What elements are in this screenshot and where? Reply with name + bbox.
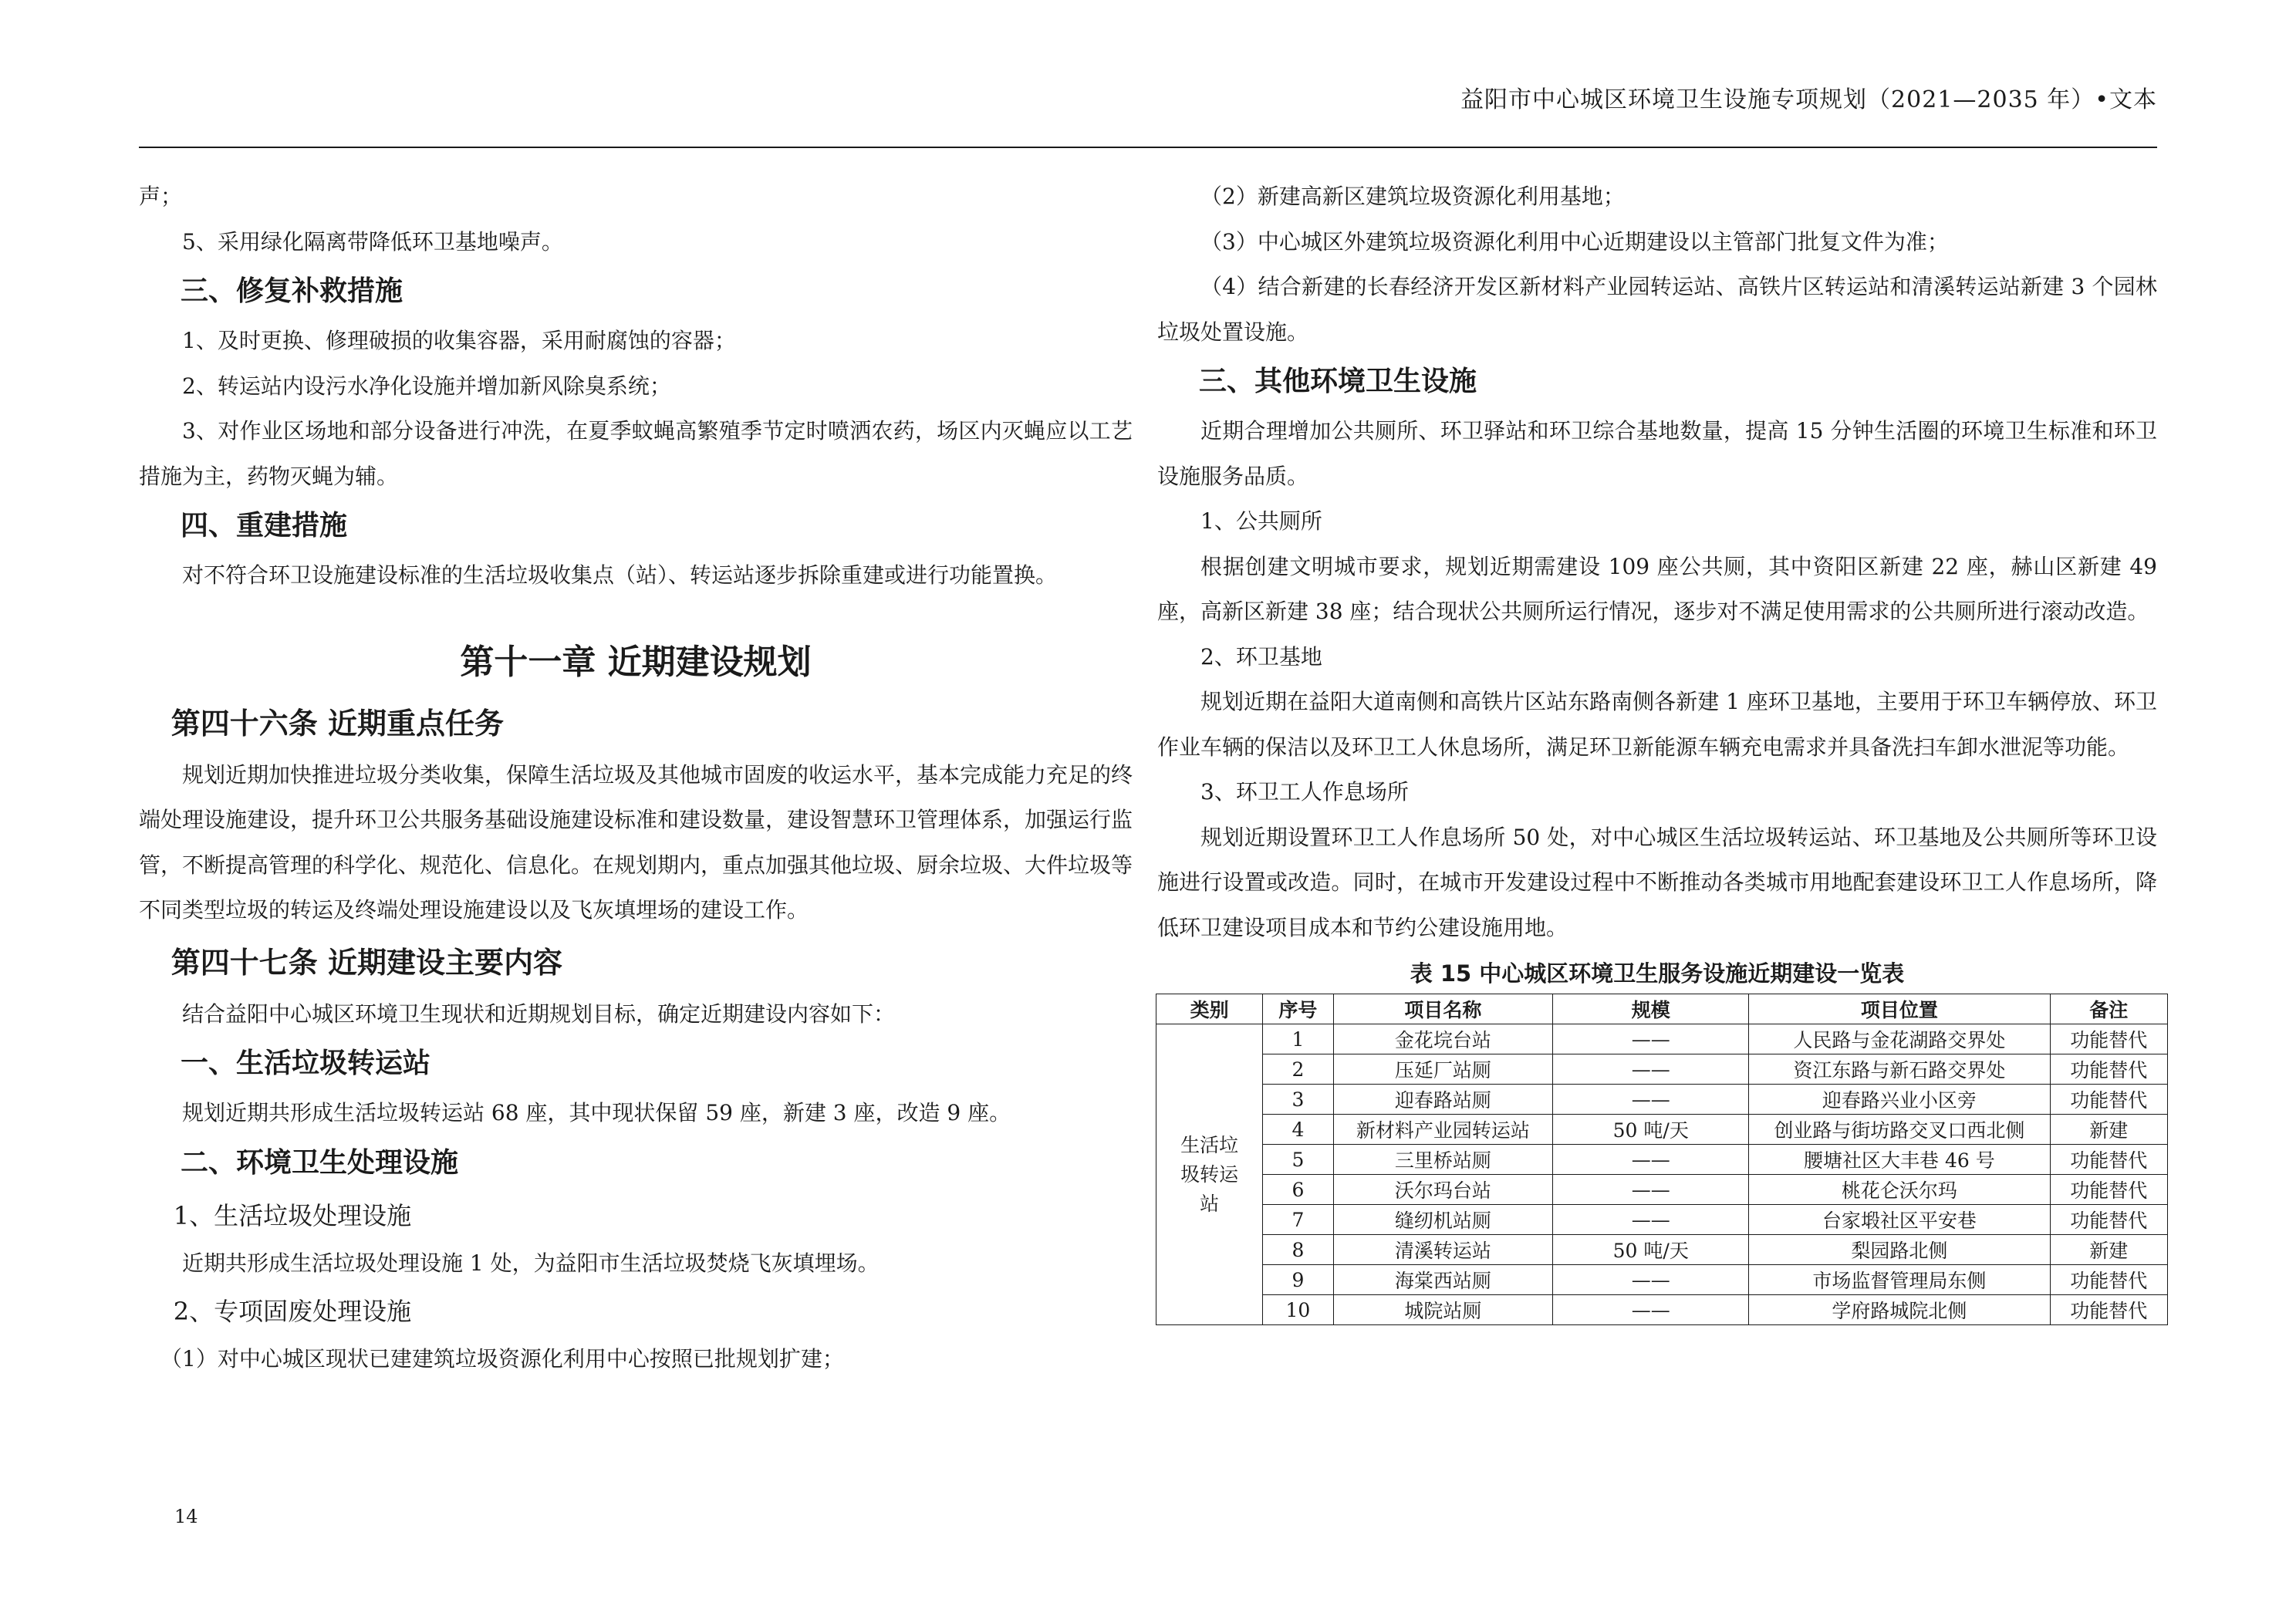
seq-cell: 4 [1263,1115,1333,1145]
seq-cell: 10 [1263,1295,1333,1325]
note-cell: 功能替代 [2050,1054,2167,1085]
table-row [1156,1024,2168,1054]
paragraph: （1）对中心城区现状已建建筑垃圾资源化利用中心按照已批规划扩建； [160,1346,844,1372]
right-column [1157,174,2157,1325]
seq-cell: 3 [1263,1085,1333,1115]
seq-cell: 8 [1263,1235,1333,1265]
table-row [1156,1115,2168,1145]
location-cell: 资江东路与新石路交界处 [1749,1054,2050,1085]
category-cell: 生活垃圾转运站 [1156,1024,1263,1325]
article-heading-47: 第四十七条 近期建设主要内容 [171,945,563,980]
paragraph: （3）中心城区外建筑垃圾资源化利用中心近期建设以主管部门批复文件为准； [1200,228,1949,255]
table-row [1156,1054,2168,1085]
paragraph: 规划近期加快推进垃圾分类收集，保障生活垃圾及其他城市固废的收运水平，基本完成能力充足的终端处理设施建设，提升环卫公共服务基础设施建设标准和建设数量，建设智慧环卫管理体系，加强运行监管，不断提高管理的科学化、规范化、信息化。在规划期内，重点加强其他垃圾、厨余垃圾、大件垃圾等不同类型垃圾的转运及终端处理设施建设以及飞灰填埋场的建设工作。 [139,761,1133,923]
location-cell: 桃花仑沃尔玛 [1749,1175,2050,1205]
article-heading-46: 第四十六条 近期重点任务 [171,706,505,741]
table-row [1156,1235,2168,1265]
facilities-table [1156,994,2168,1325]
project-name-cell: 新材料产业园转运站 [1333,1115,1553,1145]
scale-cell: 50 吨/天 [1553,1235,1749,1265]
location-cell: 腰塘社区大丰巷 46 号 [1749,1145,2050,1175]
paragraph: 规划近期设置环卫工人作息场所 50 处，对中心城区生活垃圾转运站、环卫基地及公共厕所等环卫设施进行设置或改造。同时，在城市开发建设过程中不断推动各类城市用地配套建设环卫工人作息场所，降低环卫建设项目成本和节约公建设施用地。 [1157,824,2157,940]
table-row [1156,1175,2168,1205]
location-cell: 台家塅社区平安巷 [1749,1205,2050,1235]
paragraph: 近期合理增加公共厕所、环卫驿站和环卫综合基地数量，提高 15 分钟生活圈的环境卫生标准和环卫设施服务品质。 [1157,418,2157,489]
table-row [1156,1265,2168,1295]
column-header: 规模 [1553,994,1749,1024]
paragraph: 2、环卫基地 [1200,643,1322,670]
project-name-cell: 迎春路站厕 [1333,1085,1553,1115]
note-cell: 功能替代 [2050,1145,2167,1175]
column-header: 项目位置 [1749,994,2050,1024]
paragraph: 2、转运站内设污水净化设施并增加新风除臭系统； [182,373,671,399]
scale-cell: —— [1553,1175,1749,1205]
column-header: 序号 [1263,994,1333,1024]
paragraph: 3、环卫工人作息场所 [1200,779,1409,805]
paragraph: 对不符合环卫设施建设标准的生活垃圾收集点（站）、转运站逐步拆除重建或进行功能置换。 [182,562,1058,588]
paragraph: 根据创建文明城市要求，规划近期需建设 109 座公共厕，其中资阳区新建 22 座，赫山区新建 49 座，高新区新建 38 座；结合现状公共厕所运行情况，逐步对不满足使用需求的公共厕所进行滚动改造。 [1157,553,2157,624]
section-heading-repair: 三、修复补救措施 [181,275,403,307]
header-rule [139,147,2157,148]
location-cell: 学府路城院北侧 [1749,1295,2050,1325]
paragraph: 1、公共厕所 [1200,508,1322,534]
paragraph: 1、及时更换、修理破损的收集容器，采用耐腐蚀的容器； [182,328,736,353]
table-body [1156,1024,2168,1325]
paragraph: 声； [139,184,183,209]
scale-cell: —— [1553,1145,1749,1175]
note-cell: 功能替代 [2050,1295,2167,1325]
note-cell: 功能替代 [2050,1085,2167,1115]
left-column [139,174,1133,1382]
project-name-cell: 海棠西站厕 [1333,1265,1553,1295]
note-cell: 新建 [2050,1235,2167,1265]
column-header: 类别 [1156,994,1263,1024]
scale-cell: —— [1553,1085,1749,1115]
scale-cell: —— [1553,1054,1749,1085]
project-name-cell: 缝纫机站厕 [1333,1205,1553,1235]
paragraph: 结合益阳中心城区环境卫生现状和近期规划目标，确定近期建设内容如下： [182,1000,896,1027]
project-name-cell: 压延厂站厕 [1333,1054,1553,1085]
scale-cell: —— [1553,1295,1749,1325]
column-header: 备注 [2050,994,2167,1024]
seq-cell: 5 [1263,1145,1333,1175]
section-heading-transfer: 一、生活垃圾转运站 [181,1048,431,1079]
table-row [1156,1295,2168,1325]
paragraph: 近期共形成生活垃圾处理设施 1 处，为益阳市生活垃圾焚烧飞灰填埋场。 [182,1250,880,1276]
project-name-cell: 三里桥站厕 [1333,1145,1553,1175]
project-name-cell: 沃尔玛台站 [1333,1175,1553,1205]
section-heading-rebuild: 四、重建措施 [181,510,348,542]
table-row [1156,1085,2168,1115]
table-row [1156,1205,2168,1235]
seq-cell: 1 [1263,1024,1333,1054]
seq-cell: 6 [1263,1175,1333,1205]
seq-cell: 2 [1263,1054,1333,1085]
section-heading-other: 三、其他环境卫生设施 [1199,366,1477,397]
table-title: 表 15 中心城区环境卫生服务设施近期建设一览表 [1410,960,1905,987]
paragraph: 规划近期共形成生活垃圾转运站 68 座，其中现状保留 59 座，新建 3 座，改造 9 座。 [182,1100,1011,1125]
paragraph: 5、采用绿化隔离带降低环卫基地噪声。 [182,228,563,255]
location-cell: 迎春路兴业小区旁 [1749,1085,2050,1115]
subsection-heading: 1、生活垃圾处理设施 [173,1200,412,1230]
page-number: 14 [174,1506,198,1527]
scale-cell: —— [1553,1205,1749,1235]
note-cell: 功能替代 [2050,1265,2167,1295]
scale-cell: —— [1553,1024,1749,1054]
project-name-cell: 清溪转运站 [1333,1235,1553,1265]
location-cell: 创业路与街坊路交叉口西北侧 [1749,1115,2050,1145]
table-row [1156,1145,2168,1175]
paragraph: （4）结合新建的长春经济开发区新材料产业园转运站、高铁片区转运站和清溪转运站新建 3 个园林垃圾处置设施。 [1157,274,2157,345]
project-name-cell: 金花垸台站 [1333,1024,1553,1054]
note-cell: 功能替代 [2050,1024,2167,1054]
running-header: 益阳市中心城区环境卫生设施专项规划（2021—2035 年）•文本 [1460,86,2157,113]
location-cell: 梨园路北侧 [1749,1235,2050,1265]
chapter-title: 第十一章 近期建设规划 [460,642,812,682]
scale-cell: —— [1553,1265,1749,1295]
location-cell: 人民路与金花湖路交界处 [1749,1024,2050,1054]
column-header: 项目名称 [1333,994,1553,1024]
note-cell: 功能替代 [2050,1205,2167,1235]
seq-cell: 7 [1263,1205,1333,1235]
scale-cell: 50 吨/天 [1553,1115,1749,1145]
paragraph: 规划近期在益阳大道南侧和高铁片区站东路南侧各新建 1 座环卫基地，主要用于环卫车辆停放、环卫作业车辆的保洁以及环卫工人休息场所，满足环卫新能源车辆充电需求并具备洗扫车卸水泄泥等功能。 [1157,689,2157,760]
section-heading-treatment: 二、环境卫生处理设施 [181,1146,459,1179]
project-name-cell: 城院站厕 [1333,1295,1553,1325]
note-cell: 功能替代 [2050,1175,2167,1205]
seq-cell: 9 [1263,1265,1333,1295]
paragraph: 3、对作业区场地和部分设备进行冲洗，在夏季蚊蝇高繁殖季节定时喷洒农药，场区内灭蝇应以工艺措施为主，药物灭蝇为辅。 [139,418,1133,489]
table-header-row [1156,994,2168,1024]
subsection-heading: 2、专项固废处理设施 [173,1297,412,1326]
location-cell: 市场监督管理局东侧 [1749,1265,2050,1295]
paragraph: （2）新建高新区建筑垃圾资源化利用基地； [1200,184,1625,209]
note-cell: 新建 [2050,1115,2167,1145]
